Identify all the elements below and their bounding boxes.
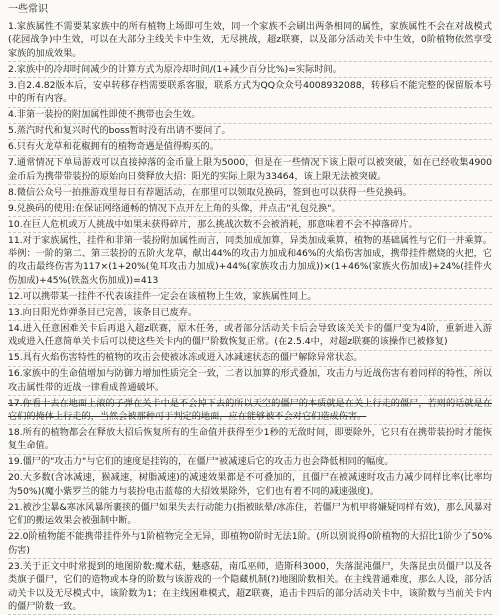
tip-item: 11.对于家族属性，挂件和非第一装扮附加属性而言，同类加成加算，异类加成乘算，植物的基础属性与它们一并乘算。举例：一阶的第二、第三装扮的五阶火龙草，献出44%的攻击力加成和46%的火焰伤害加成，携带挂件燃烧的火把，它的攻击最终伤害为117×(1+20%(兔耳攻击力加成)+44%(家族攻击力加成))×(1+46%(家族火伤加成)+24%(挂件火伤加成)+45%(铁盔火伤加成))=413 xyxy=(8,234,492,290)
tips-list xyxy=(8,20,492,615)
tip-item: 20.大多数(含冰减速，猴减速，树脂减速)的减速效果都是不可叠加的，且僵尸在被减速时攻击力减少同样比率(比率均为50%)(魔小紫罗兰的能力与装扮电击蓝莓的大招效果除外，它们也有着不同的减速强度)。 xyxy=(8,471,492,500)
tip-item: 6.只有火龙草和花椒拥有的植物奇遇是值得购买的。 xyxy=(8,140,492,155)
tip-item: 10.在巨人危机或万人挑战中如果未获得碎片，那么挑战次数不会被消耗，那意味着不会不掉落碎片。 xyxy=(8,218,492,233)
tip-item: 3.自2.4.82版本后，安卓转移存档需要联系客服，联系方式为QQ众众号4008932088，转移后不能完整的保留版本号中的所有内容。 xyxy=(8,79,492,108)
tip-item: 21.被沙尘暴&寒冰风暴所裹挟的僵尸如果失去行动能力(指被眩晕/冰冻住，若僵尸为机甲将嫌疑同样有效)，那么风暴对它们的搬运效果会被强制中断。 xyxy=(8,501,492,530)
tip-item: 14.进入任意困难关卡后再退入超z联赛，原木任务，或者部分活动关卡后会导致该关关卡的僵尸变为4阶，重新进入游戏或进入任意简单关卡后可以使这些关卡内的僵尸阶数恢复正常。(在2.5.4中，对超z联赛的该操作已被修复) xyxy=(8,322,492,351)
tip-item: 23.关于正文中时常提到的地图阶数:魔术菇，魅惑菇，南瓜巫师，造斯科3000，失落混沌僵尸，失落昆虫员僵尸以及各类旗子僵尸，它们的造物或本身的阶数与该游戏的一个隐藏机制(?)地图阶数相关。在主线普通难度，那么人设，部分活动关卡以及无尽模式中，该阶数为1；在主线困难模式，超Z联赛，追击卡四后的部分活动关卡中，该阶数与当前关卡内的僵尸阶数一致。 xyxy=(8,560,492,615)
tip-item: 13.向日阳光炸弹条目已完善，该条目已废弃。 xyxy=(8,306,492,321)
tip-item: 4.非第一装扮的附加属性即使不携带也会生效。 xyxy=(8,108,492,123)
tip-item: 8.微信公众号一拍推游戏里每日有荐题活动，在那里可以领取兑换码，签到也可以获得一些兑换码。 xyxy=(8,186,492,201)
tip-item: 2.家族中的冷却时间减少的计算方式为原冷却时间/(1+减少百分比%)=实际时间。 xyxy=(8,63,492,78)
document-title: 一些常识 xyxy=(8,4,48,15)
tip-item: 19.僵尸的"攻击力"与它们的速度是挂钩的，在僵尸"被减速后它的攻击力也会降低相同的幅度。 xyxy=(8,455,492,470)
tip-item: 15.具有火焰伤害特性的植物的攻击会使被冰冻或进入冰减速状态的僵尸解除异常状态。 xyxy=(8,351,492,366)
tip-item: 16.家族中的生命值增加与防御力增加性质完全一致，二者以加算的形式叠加，攻击力与近战伤害有着同样的特性，所以攻击属性带的近战一律看成普通破坏。 xyxy=(8,367,492,396)
tip-item: 12.可以携带某一挂件不代表该挂件一定会在该植物上生效，家族属性同上。 xyxy=(8,290,492,305)
tip-item: 22.0阶植物能不能携带挂件外与1阶植物完全无异，即植物0阶时无法1阶。(所以别说得0阶植物的大招比1阶少了50%伤害) xyxy=(8,530,492,559)
tip-item: 9.兑换码的使用:在保证网络通畅的情况下点开左上角的头像，并点击"礼包兑换"。 xyxy=(8,202,492,217)
tip-item: 18.所有的植物都会在释放大招后恢复所有的生命值并获得至少1秒的无敌时间，即要除外，它只有在携带装扮时才能恢复生命值。 xyxy=(8,426,492,455)
tip-item: 7.通常情况下单局游戏可以直接掉落的金币量上限为5000，但是在一些情况下该上限可以被突破，如在已经收集4900金币后为携带带装扮的原始向日葵释放大招：阳光的实际上限为33464，该上限无法被突破。 xyxy=(8,156,492,185)
tip-item: 17.你看十去在地面上滚的子弹在关卡中是不会掉下去的所以天空的僵尸的本质就是在关上行走的僵尸，若则的话就是在它们的掩体上行走的，当然会被那种可于判定的地面，应在能够被不会对它们造成伤害。 xyxy=(8,397,492,426)
tip-item: 5.蒸汽时代和复兴时代的boss暂时没有出请不要问了。 xyxy=(8,124,492,139)
tip-item: 1.家族属性不需要某家族中的所有植物上场即可生效，同一个家族不会刷出两条相同的属性，家族属性不会在对战模式(花园战争)中生效，可以在大部分主线关卡中生效，无尽挑战，超z联赛，以及部分活动关卡中生效，0阶植物依然享受家族的加成效果。 xyxy=(8,20,492,62)
